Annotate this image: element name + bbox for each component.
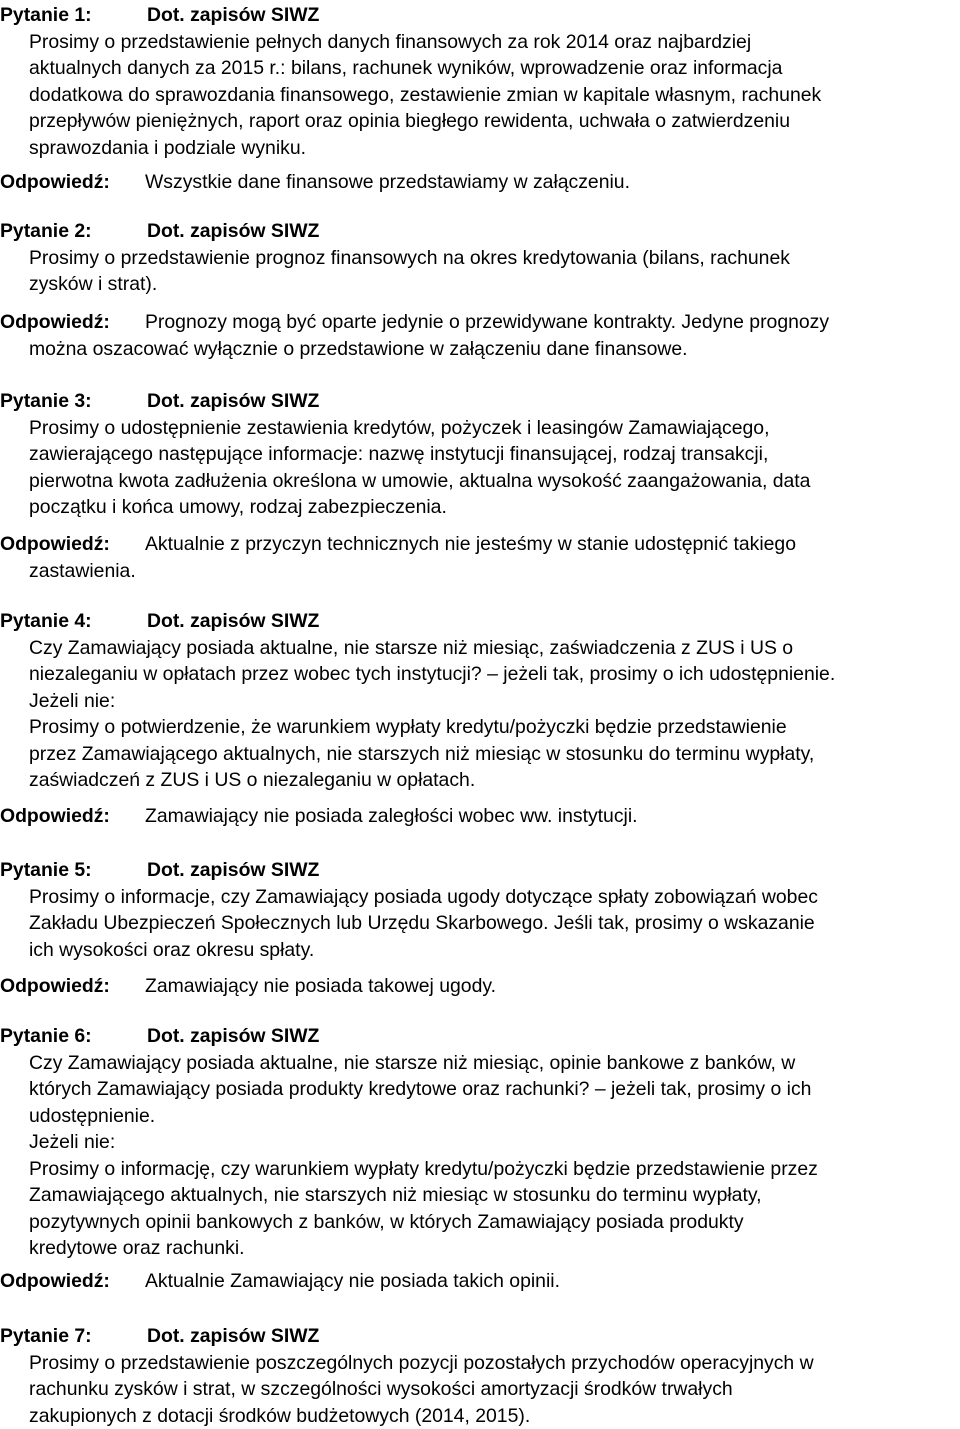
text-line: zysków i strat). [29, 271, 959, 298]
text-line: Prosimy o udostępnienie zestawienia kredytów, pożyczek i leasingów Zamawiającego, [29, 415, 959, 442]
text-line: Prosimy o przedstawienie poszczególnych pozycji pozostałych przychodów operacyjnych w [29, 1350, 959, 1377]
question-text [29, 415, 959, 521]
text-line: Aktualnie z przyczyn technicznych nie jesteśmy w stanie udostępnić takiego [29, 531, 959, 558]
answer-label: Odpowiedź: [0, 1268, 110, 1295]
question-text [29, 1350, 959, 1429]
answer-label: Odpowiedź: [0, 309, 110, 336]
text-line: Zamawiający nie posiada zaległości wobec ww. instytucji. [29, 803, 959, 830]
answer-label: Odpowiedź: [0, 531, 110, 558]
question-label: Pytanie 2: [0, 218, 92, 245]
siwz-reference: Dot. zapisów SIWZ [147, 608, 319, 635]
text-line: pozytywnych opinii bankowych z banków, w których Zamawiający posiada produkty [29, 1209, 959, 1236]
text-line: niezaleganiu w opłatach przez wobec tych instytucji? – jeżeli tak, prosimy o ich udostępnienie. [29, 661, 959, 688]
text-line: Prosimy o potwierdzenie, że warunkiem wypłaty kredytu/pożyczki będzie przedstawienie [29, 714, 959, 741]
siwz-reference: Dot. zapisów SIWZ [147, 1323, 319, 1350]
question-label: Pytanie 3: [0, 388, 92, 415]
text-line: Czy Zamawiający posiada aktualne, nie starsze niż miesiąc, zaświadczenia z ZUS i US o [29, 635, 959, 662]
text-line: Zamawiający nie posiada takowej ugody. [29, 973, 959, 1000]
question-text [29, 245, 959, 298]
text-line: początku i końca umowy, rodzaj zabezpieczenia. [29, 494, 959, 521]
text-line: Jeżeli nie: [29, 688, 959, 715]
text-line: ich wysokości oraz okresu spłaty. [29, 937, 959, 964]
text-line: dodatkowa do sprawozdania finansowego, zestawienie zmian w kapitale własnym, rachunek [29, 82, 959, 109]
answer-label: Odpowiedź: [0, 973, 110, 1000]
text-line: można oszacować wyłącznie o przedstawione w załączeniu dane finansowe. [29, 336, 959, 363]
question-label: Pytanie 4: [0, 608, 92, 635]
answer-text [29, 1268, 959, 1295]
text-line: Zakładu Ubezpieczeń Społecznych lub Urzędu Skarbowego. Jeśli tak, prosimy o wskazanie [29, 910, 959, 937]
siwz-reference: Dot. zapisów SIWZ [147, 1023, 319, 1050]
text-line: pierwotna kwota zadłużenia określona w umowie, aktualna wysokość zaangażowania, data [29, 468, 959, 495]
answer-text [29, 531, 959, 584]
text-line: zakupionych z dotacji środków budżetowych (2014, 2015). [29, 1403, 959, 1429]
text-line: Czy Zamawiający posiada aktualne, nie starsze niż miesiąc, opinie bankowe z banków, w [29, 1050, 959, 1077]
question-label: Pytanie 1: [0, 2, 92, 29]
text-line: Prosimy o przedstawienie prognoz finansowych na okres kredytowania (bilans, rachunek [29, 245, 959, 272]
text-line: przez Zamawiającego aktualnych, nie starszych niż miesiąc w stosunku do terminu wypłaty, [29, 741, 959, 768]
answer-text [29, 309, 959, 362]
text-line: Wszystkie dane finansowe przedstawiamy w załączeniu. [29, 169, 959, 196]
text-line: Prosimy o informacje, czy Zamawiający posiada ugody dotyczące spłaty zobowiązań wobec [29, 884, 959, 911]
text-line: Aktualnie Zamawiający nie posiada takich opinii. [29, 1268, 959, 1295]
answer-label: Odpowiedź: [0, 803, 110, 830]
text-line: zawierającego następujące informacje: nazwę instytucji finansującej, rodzaj transakcji, [29, 441, 959, 468]
text-line: kredytowe oraz rachunki. [29, 1235, 959, 1262]
question-text [29, 635, 959, 794]
answer-text [29, 803, 959, 830]
text-line: aktualnych danych za 2015 r.: bilans, rachunek wyników, wprowadzenie oraz informacja [29, 55, 959, 82]
text-line: zastawienia. [29, 558, 959, 585]
text-line: Prognozy mogą być oparte jedynie o przewidywane kontrakty. Jedyne prognozy [29, 309, 959, 336]
text-line: których Zamawiający posiada produkty kredytowe oraz rachunki? – jeżeli tak, prosimy o ich [29, 1076, 959, 1103]
text-line: Prosimy o informację, czy warunkiem wypłaty kredytu/pożyczki będzie przedstawienie przez [29, 1156, 959, 1183]
question-label: Pytanie 7: [0, 1323, 92, 1350]
text-line: Zamawiającego aktualnych, nie starszych niż miesiąc w stosunku do terminu wypłaty, [29, 1182, 959, 1209]
question-text [29, 29, 959, 162]
text-line: udostępnienie. [29, 1103, 959, 1130]
answer-text [29, 169, 959, 196]
siwz-reference: Dot. zapisów SIWZ [147, 857, 319, 884]
question-label: Pytanie 5: [0, 857, 92, 884]
text-line: zaświadczeń z ZUS i US o niezaleganiu w opłatach. [29, 767, 959, 794]
siwz-reference: Dot. zapisów SIWZ [147, 2, 319, 29]
question-label: Pytanie 6: [0, 1023, 92, 1050]
question-text [29, 884, 959, 964]
text-line: Prosimy o przedstawienie pełnych danych finansowych za rok 2014 oraz najbardziej [29, 29, 959, 56]
text-line: rachunku zysków i strat, w szczególności wysokości amortyzacji środków trwałych [29, 1376, 959, 1403]
siwz-reference: Dot. zapisów SIWZ [147, 218, 319, 245]
answer-text [29, 973, 959, 1000]
question-text [29, 1050, 959, 1262]
answer-label: Odpowiedź: [0, 169, 110, 196]
text-line: przepływów pieniężnych, raport oraz opinia biegłego rewidenta, uchwała o zatwierdzeniu [29, 108, 959, 135]
siwz-reference: Dot. zapisów SIWZ [147, 388, 319, 415]
text-line: sprawozdania i podziale wyniku. [29, 135, 959, 162]
text-line: Jeżeli nie: [29, 1129, 959, 1156]
